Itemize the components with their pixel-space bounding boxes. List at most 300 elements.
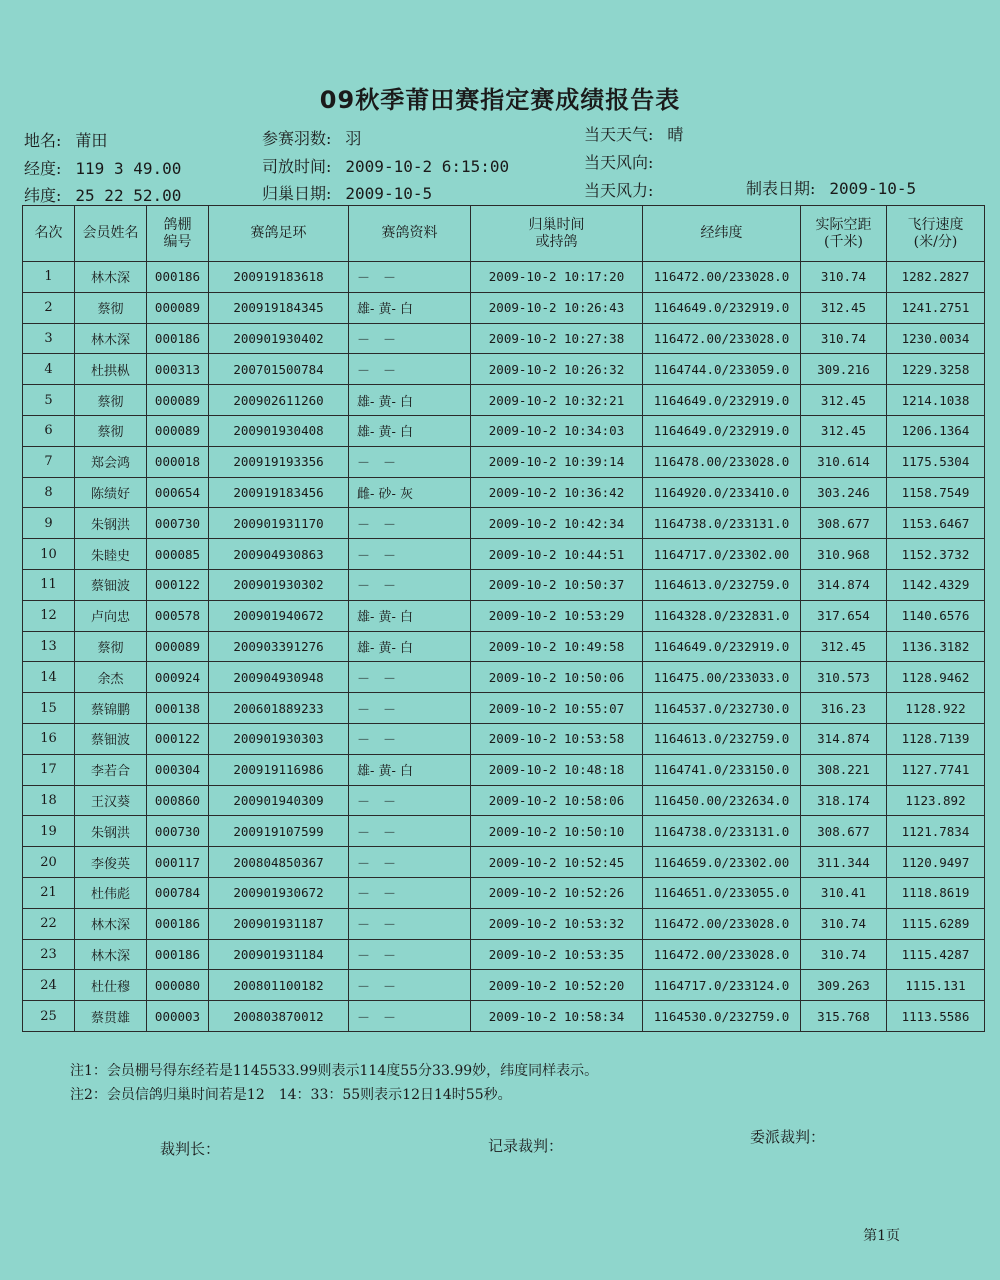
distance-cell: 315.768	[801, 1001, 887, 1032]
coordinates-cell: 1164744.0/233059.0	[643, 354, 801, 385]
loft-number-cell: 000089	[147, 385, 209, 416]
coordinates-cell: 116450.00/232634.0	[643, 785, 801, 816]
member-name-cell: 林木深	[75, 262, 147, 293]
ring-number-cell: 200904930863	[209, 539, 349, 570]
loft-number-cell: 000089	[147, 631, 209, 662]
loft-number-cell: 000313	[147, 354, 209, 385]
distance-cell: 314.874	[801, 723, 887, 754]
member-name-cell: 杜拱枞	[75, 354, 147, 385]
return-time-cell: 2009-10-2 10:32:21	[471, 385, 643, 416]
ring-number-cell: 200901930402	[209, 323, 349, 354]
place-field	[24, 128, 107, 151]
return-time-cell: 2009-10-2 10:50:37	[471, 569, 643, 600]
member-name-cell: 朱钢洪	[75, 816, 147, 847]
distance-cell: 310.41	[801, 877, 887, 908]
ring-number-cell: 200901930303	[209, 723, 349, 754]
latitude-value: 25 22 52.00	[75, 186, 182, 205]
pigeon-info-cell: － －	[349, 446, 471, 477]
ring-number-cell: 200919116986	[209, 754, 349, 785]
distance-cell: 308.221	[801, 754, 887, 785]
loft-number-cell: 000138	[147, 693, 209, 724]
rank-cell: 14	[23, 662, 75, 693]
member-name-cell: 朱睦史	[75, 539, 147, 570]
return-date-field	[262, 181, 432, 204]
speed-cell: 1128.922	[887, 693, 985, 724]
loft-number-cell: 000003	[147, 1001, 209, 1032]
rank-cell: 7	[23, 446, 75, 477]
wind-direction-field	[584, 150, 667, 173]
table-row	[23, 970, 985, 1001]
return-time-cell: 2009-10-2 10:58:34	[471, 1001, 643, 1032]
table-row	[23, 693, 985, 724]
distance-cell: 312.45	[801, 385, 887, 416]
coordinates-cell: 1164649.0/232919.0	[643, 631, 801, 662]
coordinates-cell: 1164530.0/232759.0	[643, 1001, 801, 1032]
return-date-label: 归巢日期:	[262, 184, 332, 203]
col-distance-line2: (千米)	[824, 233, 863, 250]
loft-number-cell: 000089	[147, 415, 209, 446]
ring-number-cell: 200803870012	[209, 1001, 349, 1032]
table-row	[23, 600, 985, 631]
return-time-cell: 2009-10-2 10:53:32	[471, 908, 643, 939]
latitude-field	[24, 183, 181, 206]
coordinates-cell: 1164649.0/232919.0	[643, 385, 801, 416]
member-name-cell: 郑会鸿	[75, 446, 147, 477]
count-field	[262, 126, 361, 149]
table-row	[23, 569, 985, 600]
return-time-cell: 2009-10-2 10:53:35	[471, 939, 643, 970]
return-time-cell: 2009-10-2 10:48:18	[471, 754, 643, 785]
coordinates-cell: 1164717.0/23302.00	[643, 539, 801, 570]
member-name-cell: 蔡彻	[75, 631, 147, 662]
pigeon-info-cell: － －	[349, 262, 471, 293]
chief-referee-label: 裁判长：	[160, 1140, 221, 1158]
col-distance-line1: 实际空距	[815, 216, 872, 233]
pigeon-info-cell: － －	[349, 1001, 471, 1032]
col-time-line1: 归巢时间	[528, 216, 585, 233]
loft-number-cell: 000654	[147, 477, 209, 508]
return-time-cell: 2009-10-2 10:52:26	[471, 877, 643, 908]
distance-cell: 303.246	[801, 477, 887, 508]
return-time-cell: 2009-10-2 10:36:42	[471, 477, 643, 508]
return-time-cell: 2009-10-2 10:52:45	[471, 847, 643, 878]
speed-cell: 1115.6289	[887, 908, 985, 939]
speed-cell: 1120.9497	[887, 847, 985, 878]
loft-number-cell: 000730	[147, 508, 209, 539]
col-time-line2: 或持鸽	[535, 233, 578, 250]
ring-number-cell: 200901930672	[209, 877, 349, 908]
col-loft-line1: 鸽棚	[163, 216, 192, 233]
speed-cell: 1128.7139	[887, 723, 985, 754]
coordinates-cell: 1164659.0/23302.00	[643, 847, 801, 878]
loft-number-cell: 000924	[147, 662, 209, 693]
table-row	[23, 292, 985, 323]
pigeon-info-cell: － －	[349, 939, 471, 970]
rank-cell: 24	[23, 970, 75, 1001]
table-row	[23, 415, 985, 446]
wind-direction-label: 当天风向:	[584, 153, 654, 172]
rank-cell: 2	[23, 292, 75, 323]
distance-cell: 317.654	[801, 600, 887, 631]
rank-cell: 9	[23, 508, 75, 539]
speed-cell: 1175.5304	[887, 446, 985, 477]
speed-cell: 1229.3258	[887, 354, 985, 385]
rank-cell: 25	[23, 1001, 75, 1032]
loft-number-cell: 000578	[147, 600, 209, 631]
coordinates-cell: 116478.00/233028.0	[643, 446, 801, 477]
speed-cell: 1152.3732	[887, 539, 985, 570]
rank-cell: 21	[23, 877, 75, 908]
coordinates-cell: 1164738.0/233131.0	[643, 508, 801, 539]
member-name-cell: 李俊英	[75, 847, 147, 878]
distance-cell: 309.263	[801, 970, 887, 1001]
rank-cell: 4	[23, 354, 75, 385]
table-row	[23, 1001, 985, 1032]
coordinates-cell: 1164649.0/232919.0	[643, 292, 801, 323]
return-time-cell: 2009-10-2 10:17:20	[471, 262, 643, 293]
member-name-cell: 余杰	[75, 662, 147, 693]
count-label: 参赛羽数:	[262, 129, 332, 148]
note-1: 注1：会员棚号得东经若是1145533.99则表示114度55分33.99妙，纬度同样表示。	[70, 1063, 599, 1079]
coordinates-cell: 1164741.0/233150.0	[643, 754, 801, 785]
rank-cell: 5	[23, 385, 75, 416]
place-value: 莆田	[75, 131, 108, 150]
rank-cell: 22	[23, 908, 75, 939]
distance-cell: 310.614	[801, 446, 887, 477]
return-time-cell: 2009-10-2 10:58:06	[471, 785, 643, 816]
speed-cell: 1153.6467	[887, 508, 985, 539]
ring-number-cell: 200801100182	[209, 970, 349, 1001]
table-row	[23, 662, 985, 693]
speed-cell: 1214.1038	[887, 385, 985, 416]
speed-cell: 1158.7549	[887, 477, 985, 508]
recorder-referee-label: 记录裁判：	[488, 1137, 564, 1155]
pigeon-info-cell: 雄- 黄- 白	[349, 600, 471, 631]
table-row	[23, 539, 985, 570]
weather-field	[584, 122, 683, 145]
ring-number-cell: 200919193356	[209, 446, 349, 477]
speed-cell: 1230.0034	[887, 323, 985, 354]
rank-cell: 18	[23, 785, 75, 816]
ring-number-cell: 200919183456	[209, 477, 349, 508]
distance-cell: 308.677	[801, 508, 887, 539]
distance-cell: 318.174	[801, 785, 887, 816]
loft-number-cell: 000186	[147, 908, 209, 939]
member-name-cell: 蔡钿波	[75, 569, 147, 600]
distance-cell: 314.874	[801, 569, 887, 600]
speed-cell: 1127.7741	[887, 754, 985, 785]
pigeon-info-cell: － －	[349, 723, 471, 754]
distance-cell: 310.74	[801, 262, 887, 293]
table-row	[23, 877, 985, 908]
col-ring: 赛鸽足环	[209, 206, 349, 262]
ring-number-cell: 200901940672	[209, 600, 349, 631]
coordinates-cell: 116475.00/233033.0	[643, 662, 801, 693]
speed-cell: 1142.4329	[887, 569, 985, 600]
return-time-cell: 2009-10-2 10:44:51	[471, 539, 643, 570]
wind-force-label: 当天风力:	[584, 181, 654, 200]
loft-number-cell: 000730	[147, 816, 209, 847]
loft-number-cell: 000089	[147, 292, 209, 323]
col-name: 会员姓名	[75, 206, 147, 262]
pigeon-info-cell: － －	[349, 693, 471, 724]
table-row	[23, 723, 985, 754]
longitude-value: 119 3 49.00	[75, 159, 182, 178]
member-name-cell: 林木深	[75, 939, 147, 970]
page-number: 第1页	[863, 1228, 900, 1244]
col-distance	[801, 206, 887, 262]
rank-cell: 15	[23, 693, 75, 724]
pigeon-info-cell: － －	[349, 508, 471, 539]
member-name-cell: 蔡钿波	[75, 723, 147, 754]
return-time-cell: 2009-10-2 10:39:14	[471, 446, 643, 477]
pigeon-info-cell: － －	[349, 847, 471, 878]
table-row	[23, 477, 985, 508]
ring-number-cell: 200901930302	[209, 569, 349, 600]
report-title: 09秋季莆田赛指定赛成绩报告表	[319, 86, 681, 114]
return-time-cell: 2009-10-2 10:49:58	[471, 631, 643, 662]
pigeon-info-cell: 雌- 砂- 灰	[349, 477, 471, 508]
member-name-cell: 卢向忠	[75, 600, 147, 631]
loft-number-cell: 000304	[147, 754, 209, 785]
speed-cell: 1118.8619	[887, 877, 985, 908]
coordinates-cell: 1164649.0/232919.0	[643, 415, 801, 446]
rank-cell: 16	[23, 723, 75, 754]
return-time-cell: 2009-10-2 10:52:20	[471, 970, 643, 1001]
pigeon-info-cell: 雄- 黄- 白	[349, 292, 471, 323]
return-date-value: 2009-10-5	[345, 184, 433, 203]
results-table	[22, 205, 985, 1032]
pigeon-info-cell: － －	[349, 816, 471, 847]
weather-label: 当天天气:	[584, 125, 654, 144]
release-label: 司放时间:	[262, 157, 332, 176]
pigeon-info-cell: 雄- 黄- 白	[349, 631, 471, 662]
longitude-field	[24, 156, 181, 179]
loft-number-cell: 000080	[147, 970, 209, 1001]
coordinates-cell: 116472.00/233028.0	[643, 262, 801, 293]
rank-cell: 3	[23, 323, 75, 354]
pigeon-info-cell: － －	[349, 539, 471, 570]
rank-cell: 11	[23, 569, 75, 600]
note-2: 注2：会员信鸽归巢时间若是12 14：33：55则表示12日14时55秒。	[70, 1087, 512, 1103]
distance-cell: 310.968	[801, 539, 887, 570]
return-time-cell: 2009-10-2 10:50:10	[471, 816, 643, 847]
col-speed-line1: 飞行速度	[907, 216, 964, 233]
member-name-cell: 杜伟彪	[75, 877, 147, 908]
member-name-cell: 李若合	[75, 754, 147, 785]
member-name-cell: 蔡锦鹏	[75, 693, 147, 724]
speed-cell: 1113.5586	[887, 1001, 985, 1032]
rank-cell: 19	[23, 816, 75, 847]
ring-number-cell: 200902611260	[209, 385, 349, 416]
speed-cell: 1115.4287	[887, 939, 985, 970]
release-field	[262, 154, 509, 177]
rank-cell: 6	[23, 415, 75, 446]
member-name-cell: 蔡彻	[75, 415, 147, 446]
distance-cell: 310.74	[801, 939, 887, 970]
col-loft-line2: 编号	[163, 233, 192, 250]
return-time-cell: 2009-10-2 10:34:03	[471, 415, 643, 446]
longitude-label: 经度:	[24, 159, 62, 178]
ring-number-cell: 200901930408	[209, 415, 349, 446]
col-speed-line2: (米/分)	[913, 233, 958, 250]
distance-cell: 312.45	[801, 415, 887, 446]
release-value: 2009-10-2 6:15:00	[345, 157, 510, 176]
distance-cell: 316.23	[801, 693, 887, 724]
coordinates-cell: 116472.00/233028.0	[643, 939, 801, 970]
ring-number-cell: 200804850367	[209, 847, 349, 878]
made-date-label: 制表日期:	[746, 179, 816, 198]
table-row	[23, 939, 985, 970]
ring-number-cell: 200901940309	[209, 785, 349, 816]
return-time-cell: 2009-10-2 10:55:07	[471, 693, 643, 724]
loft-number-cell: 000186	[147, 323, 209, 354]
ring-number-cell: 200601889233	[209, 693, 349, 724]
ring-number-cell: 200903391276	[209, 631, 349, 662]
made-date-field	[746, 176, 916, 199]
loft-number-cell: 000117	[147, 847, 209, 878]
speed-cell: 1136.3182	[887, 631, 985, 662]
speed-cell: 1123.892	[887, 785, 985, 816]
speed-cell: 1115.131	[887, 970, 985, 1001]
coordinates-cell: 1164920.0/233410.0	[643, 477, 801, 508]
pigeon-info-cell: － －	[349, 970, 471, 1001]
table-row	[23, 816, 985, 847]
rank-cell: 12	[23, 600, 75, 631]
ring-number-cell: 200919184345	[209, 292, 349, 323]
col-loft	[147, 206, 209, 262]
loft-number-cell: 000860	[147, 785, 209, 816]
loft-number-cell: 000122	[147, 723, 209, 754]
wind-force-field	[584, 178, 667, 201]
member-name-cell: 杜仕穆	[75, 970, 147, 1001]
pigeon-info-cell: － －	[349, 662, 471, 693]
pigeon-info-cell: 雄- 黄- 白	[349, 754, 471, 785]
member-name-cell: 陈绩好	[75, 477, 147, 508]
pigeon-info-cell: 雄- 黄- 白	[349, 385, 471, 416]
table-row	[23, 847, 985, 878]
table-header-row	[23, 206, 985, 262]
distance-cell: 308.677	[801, 816, 887, 847]
table-row	[23, 631, 985, 662]
speed-cell: 1282.2827	[887, 262, 985, 293]
ring-number-cell: 200901931170	[209, 508, 349, 539]
ring-number-cell: 200919107599	[209, 816, 349, 847]
coordinates-cell: 1164537.0/232730.0	[643, 693, 801, 724]
pigeon-info-cell: 雄- 黄- 白	[349, 415, 471, 446]
table-row	[23, 508, 985, 539]
coordinates-cell: 1164738.0/233131.0	[643, 816, 801, 847]
loft-number-cell: 000186	[147, 939, 209, 970]
speed-cell: 1206.1364	[887, 415, 985, 446]
pigeon-info-cell: － －	[349, 908, 471, 939]
coordinates-cell: 116472.00/233028.0	[643, 908, 801, 939]
loft-number-cell: 000018	[147, 446, 209, 477]
return-time-cell: 2009-10-2 10:26:43	[471, 292, 643, 323]
distance-cell: 311.344	[801, 847, 887, 878]
distance-cell: 312.45	[801, 292, 887, 323]
col-rank: 名次	[23, 206, 75, 262]
speed-cell: 1241.2751	[887, 292, 985, 323]
col-info: 赛鸽资料	[349, 206, 471, 262]
rank-cell: 1	[23, 262, 75, 293]
place-label: 地名:	[24, 131, 62, 150]
speed-cell: 1121.7834	[887, 816, 985, 847]
member-name-cell: 林木深	[75, 323, 147, 354]
distance-cell: 309.216	[801, 354, 887, 385]
pigeon-info-cell: － －	[349, 785, 471, 816]
count-value: 羽	[345, 129, 362, 148]
rank-cell: 23	[23, 939, 75, 970]
coordinates-cell: 1164328.0/232831.0	[643, 600, 801, 631]
distance-cell: 310.573	[801, 662, 887, 693]
loft-number-cell: 000186	[147, 262, 209, 293]
return-time-cell: 2009-10-2 10:53:29	[471, 600, 643, 631]
pigeon-info-cell: － －	[349, 569, 471, 600]
ring-number-cell: 200901931187	[209, 908, 349, 939]
member-name-cell: 朱钢洪	[75, 508, 147, 539]
speed-cell: 1128.9462	[887, 662, 985, 693]
return-time-cell: 2009-10-2 10:26:32	[471, 354, 643, 385]
coordinates-cell: 116472.00/233028.0	[643, 323, 801, 354]
ring-number-cell: 200901931184	[209, 939, 349, 970]
loft-number-cell: 000122	[147, 569, 209, 600]
table-row	[23, 908, 985, 939]
rank-cell: 13	[23, 631, 75, 662]
distance-cell: 310.74	[801, 908, 887, 939]
col-coords: 经纬度	[643, 206, 801, 262]
ring-number-cell: 200919183618	[209, 262, 349, 293]
latitude-label: 纬度:	[24, 186, 62, 205]
pigeon-info-cell: － －	[349, 877, 471, 908]
coordinates-cell: 1164651.0/233055.0	[643, 877, 801, 908]
weather-value: 晴	[667, 125, 684, 144]
table-row	[23, 785, 985, 816]
member-name-cell: 蔡彻	[75, 385, 147, 416]
coordinates-cell: 1164613.0/232759.0	[643, 723, 801, 754]
col-speed	[887, 206, 985, 262]
member-name-cell: 王汉葵	[75, 785, 147, 816]
pigeon-info-cell: － －	[349, 323, 471, 354]
table-row	[23, 323, 985, 354]
return-time-cell: 2009-10-2 10:27:38	[471, 323, 643, 354]
loft-number-cell: 000784	[147, 877, 209, 908]
table-row	[23, 754, 985, 785]
table-row	[23, 262, 985, 293]
loft-number-cell: 000085	[147, 539, 209, 570]
rank-cell: 8	[23, 477, 75, 508]
member-name-cell: 蔡彻	[75, 292, 147, 323]
made-date-value: 2009-10-5	[829, 179, 917, 198]
appointed-referee-label: 委派裁判：	[750, 1128, 826, 1146]
return-time-cell: 2009-10-2 10:42:34	[471, 508, 643, 539]
rank-cell: 17	[23, 754, 75, 785]
coordinates-cell: 1164717.0/233124.0	[643, 970, 801, 1001]
distance-cell: 312.45	[801, 631, 887, 662]
table-row	[23, 385, 985, 416]
return-time-cell: 2009-10-2 10:53:58	[471, 723, 643, 754]
rank-cell: 20	[23, 847, 75, 878]
table-row	[23, 446, 985, 477]
speed-cell: 1140.6576	[887, 600, 985, 631]
coordinates-cell: 1164613.0/232759.0	[643, 569, 801, 600]
table-row	[23, 354, 985, 385]
ring-number-cell: 200701500784	[209, 354, 349, 385]
distance-cell: 310.74	[801, 323, 887, 354]
ring-number-cell: 200904930948	[209, 662, 349, 693]
rank-cell: 10	[23, 539, 75, 570]
member-name-cell: 林木深	[75, 908, 147, 939]
